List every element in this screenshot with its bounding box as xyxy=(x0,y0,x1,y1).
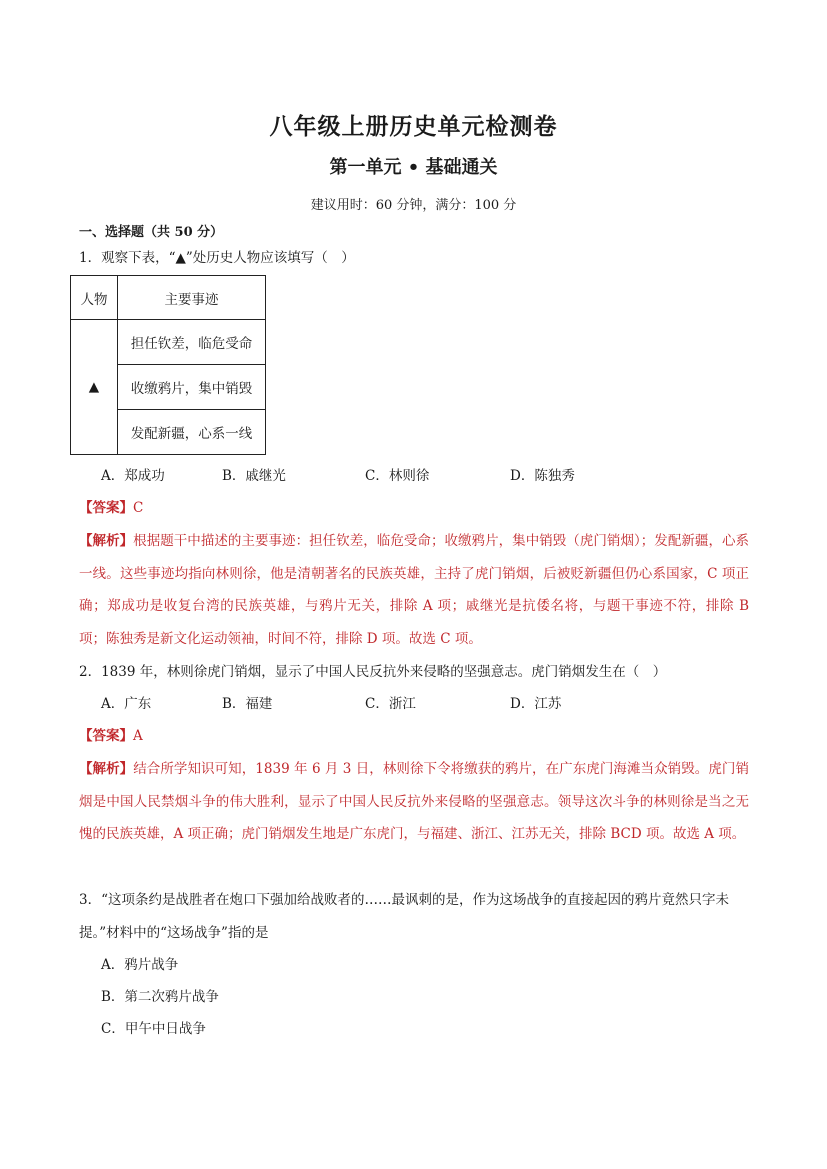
option-c[interactable]: C．甲午中日战争 xyxy=(101,1021,206,1037)
option-a[interactable]: A．鸦片战争 xyxy=(101,957,179,973)
table-header-deeds: 主要事迹 xyxy=(118,276,266,320)
question-2-analysis xyxy=(79,753,749,851)
question-2-stem: 2．1839 年，林则徐虎门销烟，显示了中国人民反抗外来侵略的坚强意志。虎门销烟发生在（ ） xyxy=(79,664,667,680)
option-b[interactable]: B．福建 xyxy=(222,696,273,712)
analysis-text: 根据题干中描述的主要事迹：担任钦差，临危受命；收缴鸦片，集中销毁（虎门销烟）；发配新疆，心系一线。这些事迹均指向林则徐，他是清朝著名的民族英雄，主持了虎门销烟，后被贬新疆但仍心系国家，C 项正确；郑成功是收复台湾的民族英雄，与鸦片无关，排除 A 项；戚继光是抗倭名将，与题干事迹不符，排除 B 项；陈独秀是新文化运动领袖，时间不符，排除 D 项。故选 C 项。 xyxy=(79,533,750,647)
time-info: 建议用时：60 分钟，满分：100 分 xyxy=(310,198,517,213)
answer-label: 【答案】 xyxy=(79,728,133,744)
option-d[interactable]: D．江苏 xyxy=(510,696,562,712)
option-c[interactable]: C．林则徐 xyxy=(365,468,430,484)
option-a[interactable]: A．郑成功 xyxy=(101,468,165,484)
table-deed: 发配新疆，心系一线 xyxy=(118,410,266,455)
analysis-text: 结合所学知识可知，1839 年 6 月 3 日，林则徐下令将缴获的鸦片，在广东虎门海滩当众销毁。虎门销烟是中国人民禁烟斗争的伟大胜利，显示了中国人民反抗外来侵略的坚强意志。领导这次斗争的林则徐是当之无愧的民族英雄，A 项正确；虎门销烟发生地是广东虎门，与福建、浙江、江苏无关，排除 BCD 项。故选 A 项。 xyxy=(79,761,749,842)
analysis-label: 【解析】 xyxy=(79,533,134,549)
option-a[interactable]: A．广东 xyxy=(101,696,152,712)
option-c[interactable]: C．浙江 xyxy=(365,696,416,712)
table-header-person: 人物 xyxy=(71,276,118,320)
page-title: 八年级上册历史单元检测卷 xyxy=(269,113,558,140)
answer-value: C xyxy=(133,500,144,516)
table-deed: 收缴鸦片，集中销毁 xyxy=(118,365,266,410)
question-3-stem: 3．“这项条约是战胜者在炮口下强加给战败者的……最讽刺的是，作为这场战争的直接起因的鸦片竟然只字未提。”材料中的“这场战争”指的是 xyxy=(79,892,729,941)
option-d[interactable]: D．陈独秀 xyxy=(510,468,575,484)
table-person-placeholder: ▲ xyxy=(71,320,118,455)
option-b[interactable]: B．第二次鸦片战争 xyxy=(101,989,219,1005)
answer-label: 【答案】 xyxy=(79,500,133,516)
table-deed: 担任钦差，临危受命 xyxy=(118,320,266,365)
analysis-label: 【解析】 xyxy=(79,761,134,777)
question-1-answer xyxy=(79,498,143,518)
section-heading: 一、选择题（共 50 分） xyxy=(79,225,224,240)
question-2-answer xyxy=(79,726,143,746)
question-1-analysis xyxy=(79,525,749,655)
option-b[interactable]: B．戚继光 xyxy=(222,468,286,484)
answer-value: A xyxy=(133,728,143,744)
deeds-table xyxy=(70,275,266,455)
page-subtitle: 第一单元 • 基础通关 xyxy=(329,157,498,178)
question-1-stem: 1．观察下表，“▲”处历史人物应该填写（ ） xyxy=(79,250,355,266)
